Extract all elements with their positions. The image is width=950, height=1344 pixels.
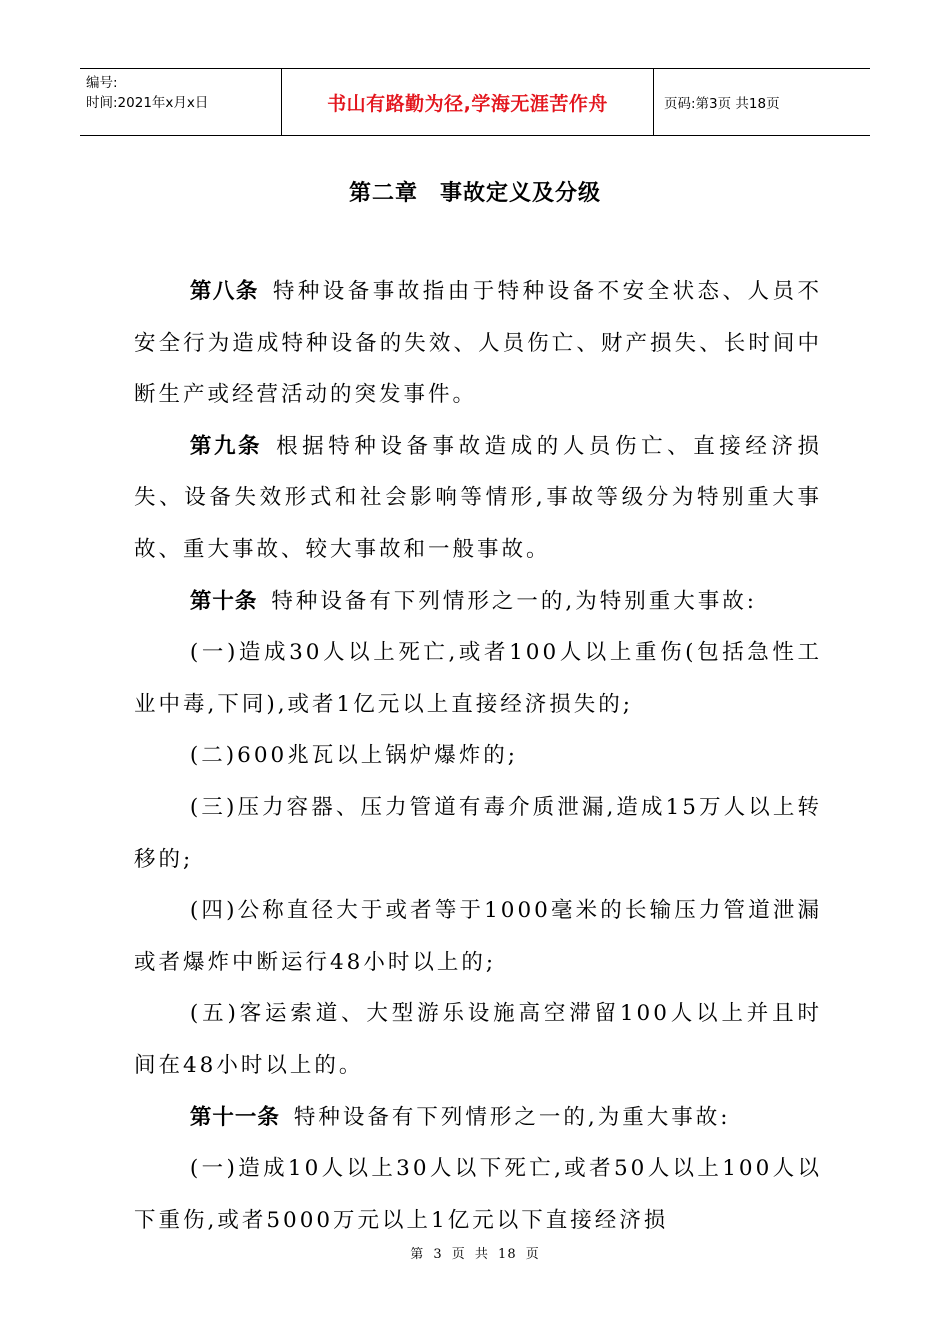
article-heading: 第八条	[189, 279, 259, 304]
header-motto: 书山有路勤为径,学海无涯苦作舟	[282, 69, 654, 135]
list-item-text: (三)压力容器、压力管道有毒介质泄漏,造成15万人以上转移的;	[134, 794, 822, 872]
chapter-number: 第二章	[348, 181, 418, 206]
list-item-text: (一)造成30人以上死亡,或者100人以上重伤(包括急性工业中毒,下同),或者1亿元以上直接经济损失的;	[134, 640, 822, 717]
list-item	[134, 730, 822, 782]
article-heading: 第十一条	[189, 1104, 280, 1130]
chapter-name: 事故定义及分级	[440, 181, 602, 206]
list-item-text: (二)600兆瓦以上锅炉爆炸的;	[189, 743, 518, 769]
list-item-text: (四)公称直径大于或者等于1000毫米的长输压力管道泄漏或者爆炸中断运行48小时以上的;	[134, 898, 822, 975]
list-item	[134, 1143, 822, 1246]
list-item	[134, 782, 822, 885]
chapter-title	[0, 176, 950, 207]
page-footer: 第 3 页 共 18 页	[410, 1247, 540, 1262]
header-page-info: 页码:第3页 共18页	[664, 96, 780, 112]
list-item	[134, 988, 822, 1091]
document-date: 时间:2021年x月x日	[86, 95, 209, 111]
list-item-text: (五)客运索道、大型游乐设施高空滞留100人以上并且时间在48小时以上的。	[134, 1001, 822, 1078]
document-number-label: 编号:	[86, 75, 118, 91]
list-item	[134, 627, 822, 730]
article-heading: 第十条	[189, 588, 258, 614]
document-body	[134, 266, 822, 1246]
article-heading: 第九条	[189, 433, 263, 459]
list-item-text: (一)造成10人以上30人以下死亡,或者50人以上100人以下重伤,或者5000万元以上1亿元以下直接经济损	[134, 1156, 822, 1233]
article-paragraph	[134, 1092, 822, 1144]
page-header	[80, 68, 870, 136]
article-text: 特种设备有下列情形之一的,为重大事故:	[293, 1104, 731, 1130]
article-text: 特种设备有下列情形之一的,为特别重大事故:	[271, 588, 757, 614]
article-paragraph	[134, 421, 822, 576]
article-text: 特种设备事故指由于特种设备不安全状态、人员不安全行为造成特种设备的失效、人员伤亡、财产损失、长时间中断生产或经营活动的突发事件。	[134, 279, 822, 408]
article-paragraph	[134, 266, 822, 421]
article-paragraph	[134, 576, 822, 628]
header-meta	[80, 69, 282, 135]
list-item	[134, 885, 822, 988]
article-text: 根据特种设备事故造成的人员伤亡、直接经济损失、设备失效形式和社会影响等情形,事故等级分为特别重大事故、重大事故、较大事故和一般事故。	[134, 433, 822, 562]
